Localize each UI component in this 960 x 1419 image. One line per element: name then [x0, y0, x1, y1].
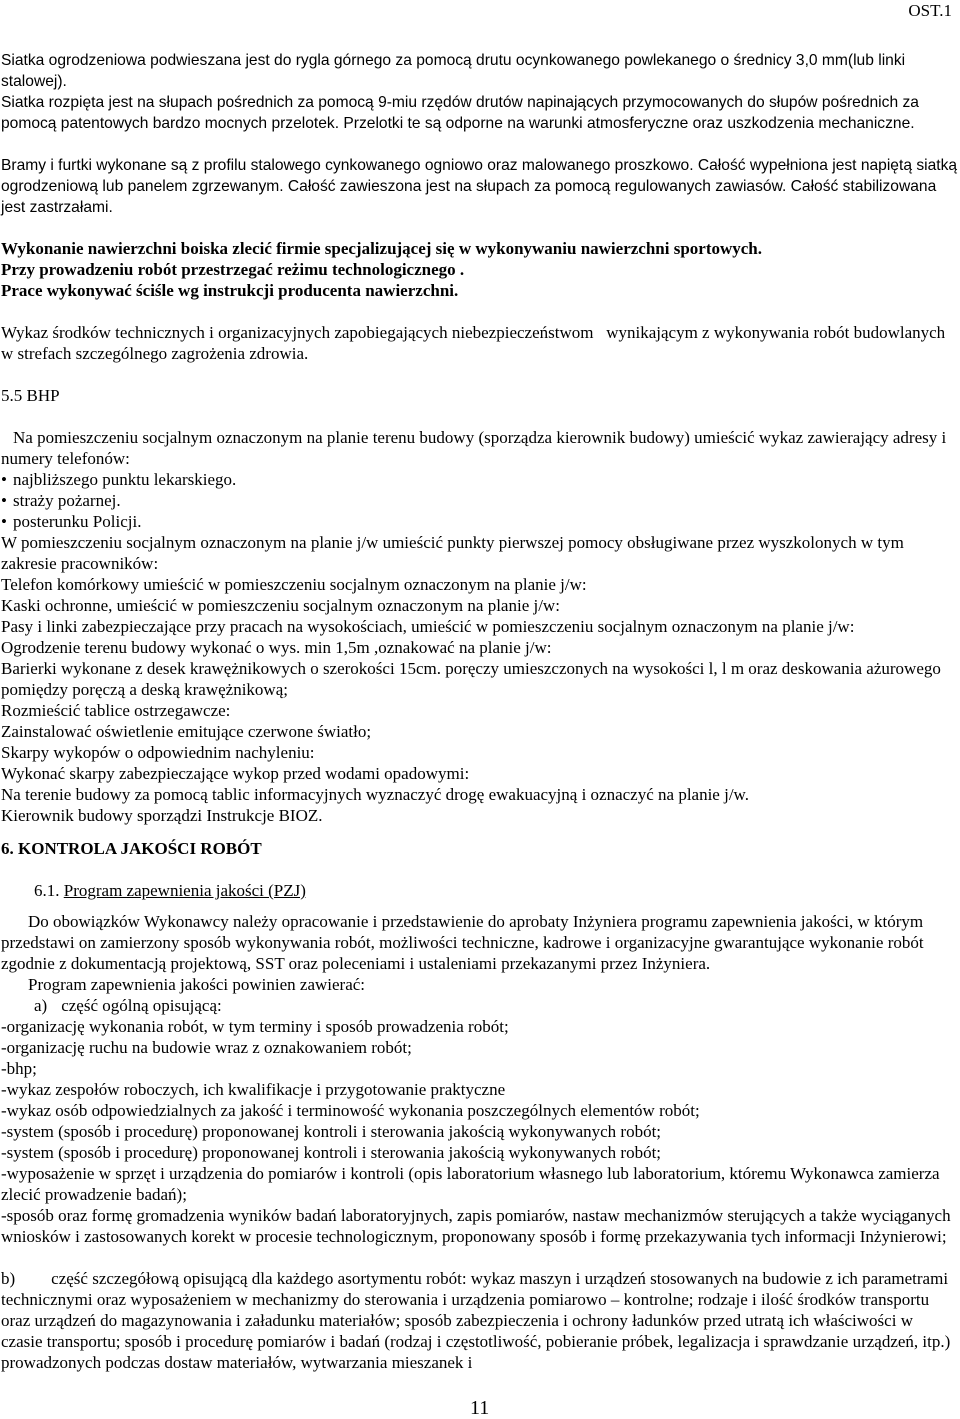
list-item-text: najbliższego punktu lekarskiego.: [13, 470, 237, 489]
bold-note: Prace wykonywać ściśle wg instrukcji producenta nawierzchni.: [1, 281, 459, 300]
bhp-bullet-list: [1, 469, 958, 532]
bhp-section: [1, 427, 958, 826]
part-a-item: -wykaz osób odpowiedzialnych za jakość i terminowość wykonania poszczególnych elementów robót;: [1, 1101, 700, 1120]
bhp-line: Telefon komórkowy umieścić w pomieszczeniu socjalnym oznaczonym na planie j/w:: [1, 575, 587, 594]
bhp-line: Wykonać skarpy zabezpieczające wykop przed wodami opadowymi:: [1, 764, 470, 783]
part-a-item: -bhp;: [1, 1059, 37, 1078]
bhp-line: Barierki wykonane z desek krawężnikowych o szerokości 15cm. poręczy umieszczonych na wysokości l, l m oraz deskowania ażurowego pomiędzy poręczą a deską krawężnikową;: [1, 659, 941, 699]
subsection-title: Program zapewnienia jakości (PZJ): [63, 881, 306, 900]
part-a: [1, 995, 958, 1016]
part-b: [1, 1268, 958, 1373]
bold-note: Wykonanie nawierzchni boiska zlecić firmie specjalizującej się w wykonywaniu nawierzchni sportowych.: [1, 239, 763, 258]
list-item-text: posterunku Policji.: [13, 512, 142, 531]
bhp-line: Zainstalować oświetlenie emitujące czerwone światło;: [1, 722, 372, 741]
bhp-line: Kierownik budowy sporządzi Instrukcje BIOZ.: [1, 806, 323, 825]
part-a-item: -system (sposób i procedurę) proponowanej kontroli i sterowania jakością wykonywanych robót;: [1, 1143, 662, 1162]
part-a-item: -system (sposób i procedurę) proponowanej kontroli i sterowania jakością wykonywanych robót;: [1, 1122, 662, 1141]
bhp-line: Kaski ochronne, umieścić w pomieszczeniu socjalnym oznaczonym na planie j/w:: [1, 596, 560, 615]
bhp-line: Pasy i linki zabezpieczające przy pracach na wysokościach, umieścić w pomieszczeniu socjalnym oznaczonym na planie j/w:: [1, 617, 855, 636]
bhp-intro: Na pomieszczeniu socjalnym oznaczonym na planie terenu budowy (sporządza kierownik budowy) umieścić wykaz zawierający adresy i numery telefonów:: [1, 428, 947, 468]
wykaz-paragraph: Wykaz środków technicznych i organizacyjnych zapobiegających niebezpieczeństwom wynikającym z wykonywania robót budowlanych w strefach szczególnego zagrożenia zdrowia.: [1, 323, 954, 363]
part-a-label: a): [34, 996, 48, 1015]
pzj-should-contain: Program zapewnienia jakości powinien zawierać:: [28, 975, 366, 994]
list-item: [1, 511, 958, 532]
page-number: 11: [470, 1397, 490, 1419]
part-a-item: -organizację ruchu na budowie wraz z oznakowaniem robót;: [1, 1038, 412, 1057]
subsection-heading: [1, 880, 960, 901]
part-b-label: b): [1, 1269, 16, 1288]
fence-paragraph-2: Siatka rozpięta jest na słupach pośrednich za pomocą 9-miu rzędów drutów napinających przymocowanych do słupów pośrednich za pomocą patentowych bardzo mocnych przelotek. Przelotki te są odporne na warunki atmosferyczne oraz uszkodzenia mechaniczne.: [1, 94, 919, 132]
list-item-text: straży pożarnej.: [13, 491, 121, 510]
part-a-item: -sposób oraz formę gromadzenia wyników badań laboratoryjnych, zapis pomiarów, nastaw mechanizmów sterujących a także wyciąganych wniosków i zastosowanych korekt w procesie technologicznym, proponowany sposób i formę przekazywania tych informacji Inżynierowi;: [1, 1206, 951, 1246]
part-a-item: -wykaz zespołów roboczych, ich kwalifikacje i przygotowanie praktyczne: [1, 1080, 506, 1099]
bhp-line: Na terenie budowy za pomocą tablic informacyjnych wyznaczyć drogę ewakuacyjną i oznaczyć na planie j/w.: [1, 785, 749, 804]
bhp-line: Rozmieścić tablice ostrzegawcze:: [1, 701, 231, 720]
pzj-section: [1, 911, 958, 1373]
list-item: [1, 490, 958, 511]
bhp-line: Ogrodzenie terenu budowy wykonać o wys. min 1,5m ,oznakować na planie j/w:: [1, 638, 552, 657]
bold-notes: [1, 238, 958, 301]
fence-paragraph-3: Bramy i furtki wykonane są z profilu stalowego cynkowanego ogniowo oraz malowanego proszkowo. Całość wypełniona jest napiętą siatką ogrodzeniową lub panelem zgrzewanym. Całość zawieszona jest na słupach za pomocą regulowanych zawiasów. Całość stabilizowana jest zastrzałami.: [1, 157, 958, 216]
part-b-text: część szczegółową opisującą dla każdego asortymentu robót: wykaz maszyn i urządzeń stosowanych na budowie z ich parametrami technicznymi oraz wyposażeniem w mechanizmy do sterowania i urządzenia pomiarowo – kontrolne; rodzaje i ilość środków transportu oraz urządzeń do magazynowania i załadunku materiałów; sposób zabezpieczenia i ochrony ładunków przed utratą ich właściwości w czasie transportu; sposób i procedurę pomiarów i badań (rodzaj i częstotliwość, pobieranie próbek, legalizacja i sprawdzanie urządzeń, itp.) prowadzonych podczas dostaw materiałów, wytwarzania mieszanek i: [1, 1269, 951, 1372]
part-a-item: -wyposażenie w sprzęt i urządzenia do pomiarów i kontroli (opis laboratorium własnego lub laboratorium, któremu Wykonawca zamierza zlecić prowadzenie badań);: [1, 1164, 940, 1204]
part-a-item: -organizację wykonania robót, w tym terminy i sposób prowadzenia robót;: [1, 1017, 509, 1036]
fence-paragraph-1: Siatka ogrodzeniowa podwieszana jest do rygla górnego za pomocą drutu ocynkowanego powlekanego o średnicy 3,0 mm(lub linki stalowej).: [1, 52, 906, 90]
bullet-icon: •: [1, 491, 7, 510]
bhp-line: W pomieszczeniu socjalnym oznaczonym na planie j/w umieścić punkty pierwszej pomocy obsługiwane przez wyszkolonych w tym zakresie pracowników:: [1, 533, 904, 573]
subsection-number: 6.1.: [34, 881, 60, 900]
bullet-icon: •: [1, 512, 7, 531]
bhp-line: Skarpy wykopów o odpowiednim nachyleniu:: [1, 743, 315, 762]
bhp-heading: 5.5 BHP: [1, 386, 60, 405]
bullet-icon: •: [1, 470, 7, 489]
section-heading: 6. KONTROLA JAKOŚCI ROBÓT: [1, 839, 262, 858]
bold-note: Przy prowadzeniu robót przestrzegać reżimu technologicznego .: [1, 260, 465, 279]
part-a-text: część ogólną opisującą:: [61, 996, 222, 1015]
pzj-intro: Do obowiązków Wykonawcy należy opracowanie i przedstawienie do aprobaty Inżyniera programu zapewnienia jakości, w którym przedstawi on zamierzony sposób wykonywania robót, możliwości techniczne, kadrowe i organizacyjne gwarantujące wykonanie robót zgodnie z dokumentacją projektową, SST oraz poleceniami i ustaleniami przekazanymi przez Inżyniera.: [1, 912, 924, 973]
document-code: OST.1: [908, 1, 952, 20]
list-item: [1, 469, 958, 490]
